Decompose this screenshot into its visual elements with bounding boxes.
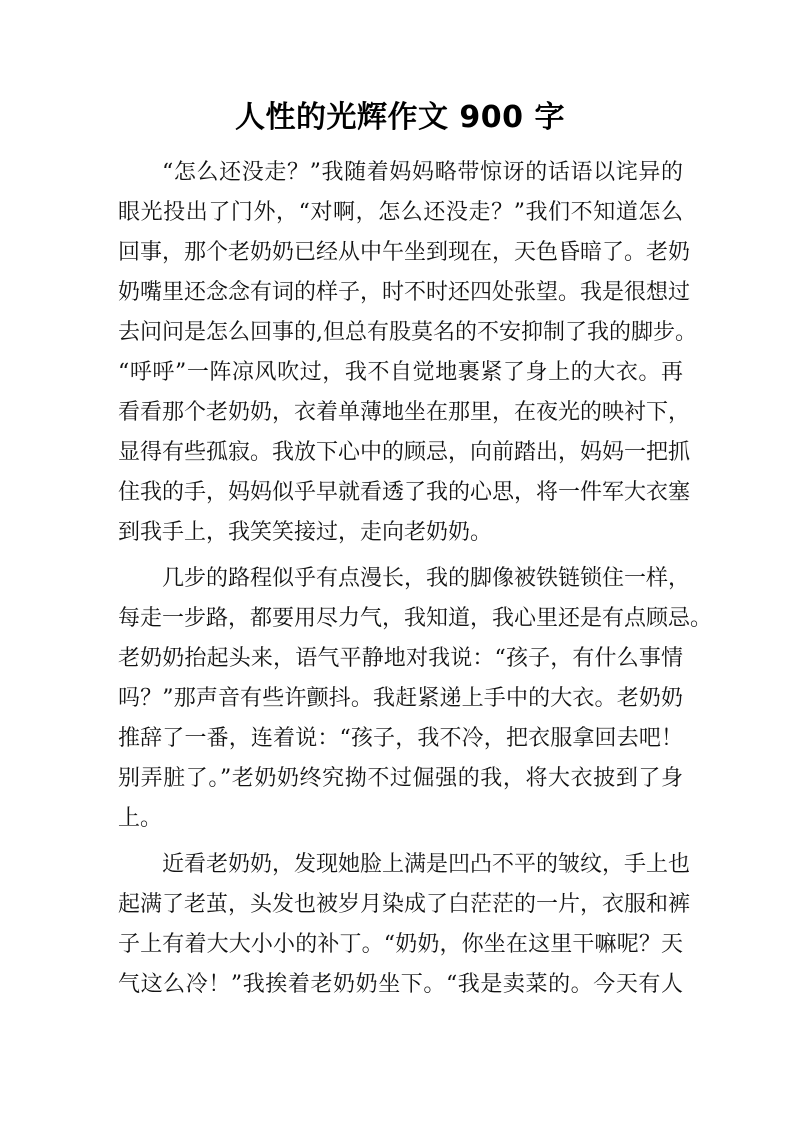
text-line: 去问问是怎么回事的,但总有股莫名的不安抑制了我的脚步。 bbox=[118, 320, 697, 345]
text-line: 回事，那个老奶奶已经从中午坐到现在，天色昏暗了。老奶 bbox=[118, 240, 691, 265]
document-body bbox=[118, 153, 713, 1005]
text-line: 吗？”那声音有些许颤抖。我赶紧递上手中的大衣。老奶奶 bbox=[118, 686, 683, 711]
text-line: 推辞了一番，连着说：“孩子，我不冷，把衣服拿回去吧！ bbox=[118, 726, 683, 751]
text-line: 气这么冷！”我挨着老奶奶坐下。“我是卖菜的。今天有人 bbox=[118, 972, 683, 997]
paragraph bbox=[118, 153, 697, 553]
text-line: 奶嘴里还念念有词的样子，时不时还四处张望。我是很想过 bbox=[118, 280, 691, 305]
text-line: 住我的手，妈妈似乎早就看透了我的心思，将一件军大衣塞 bbox=[118, 480, 691, 505]
text-line: 老奶奶抬起头来，语气平静地对我说：“孩子，有什么事情 bbox=[118, 646, 683, 671]
text-line: 上。 bbox=[118, 806, 163, 831]
text-line: 别弄脏了。”老奶奶终究拗不过倔强的我，将大衣披到了身 bbox=[118, 766, 683, 791]
paragraph bbox=[118, 845, 691, 1005]
text-line: “呼呼”一阵凉风吹过，我不自觉地裹紧了身上的大衣。再 bbox=[118, 360, 683, 385]
text-line: 每走一步路，都要用尽力气，我知道，我心里还是有点顾忌。 bbox=[118, 606, 713, 631]
text-line: 到我手上，我笑笑接过，走向老奶奶。 bbox=[118, 520, 493, 545]
text-line: 近看老奶奶，发现她脸上满是凹凸不平的皱纹，手上也 bbox=[162, 852, 691, 877]
text-line: 看看那个老奶奶，衣着单薄地坐在那里，在夜光的映衬下， bbox=[118, 400, 691, 425]
text-line: 眼光投出了门外，“对啊，怎么还没走？”我们不知道怎么 bbox=[118, 200, 683, 225]
text-line: 起满了老茧，头发也被岁月染成了白茫茫的一片，衣服和裤 bbox=[118, 892, 691, 917]
paragraph bbox=[118, 559, 713, 839]
text-line: 显得有些孤寂。我放下心中的顾忌，向前踏出，妈妈一把抓 bbox=[118, 440, 691, 465]
text-line: “怎么还没走？”我随着妈妈略带惊讶的话语以诧异的 bbox=[162, 160, 683, 185]
text-line: 几步的路程似乎有点漫长，我的脚像被铁链锁住一样， bbox=[162, 566, 691, 591]
document-title: 人性的光辉作文 900 字 bbox=[234, 100, 565, 135]
text-line: 子上有着大大小小的补丁。“奶奶，你坐在这里干嘛呢？天 bbox=[118, 932, 683, 957]
